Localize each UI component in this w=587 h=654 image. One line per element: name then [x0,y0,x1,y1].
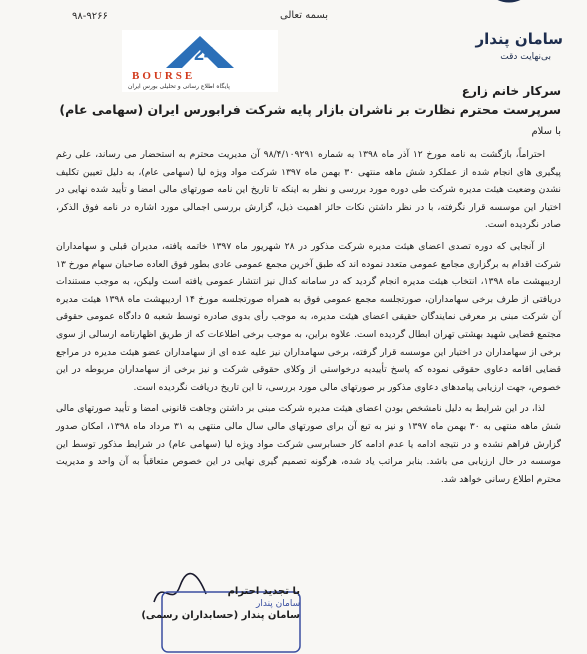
paragraph: از آنجایی که دوره تصدی اعضای هیئت مدیره شرکت مذکور در ۲۸ شهریور ماه ۱۳۹۷ خاتمه یافته، مدیران قبلی و سهامداران شرکت اقدام به برگزاری مجامع عمومی متعدد نموده اند که طبق آخرین مجمع عمومی عادی بطور فوق العاده صاحبان سهام مورخ ۱۳ اردیبهشت ماه ۱۳۹۸، انتخاب هیئت مدیره انجام گردید که در سامانه کدال نیز انتشار عمومی یافته است ولیکن، به موجب مستندات دریافتی از طرف برخی سهامداران، صورتجلسه مجمع عمومی فوق به همراه صورتجلسه مورخ ۱۴ اردیبهشت ماه ۱۳۹۸ هیئت مدیره آن شرکت مبنی بر معرفی نمایندگان حقیقی اعضای هیئت مدیره، به موجب رأی بدوی صادره توسط شعبه ۵ دادگاه عمومی حقوقی مجتمع قضایی شهید بهشتی تهران ابطال گردیده است. علاوه براین، به موجب برخی اطلاعات که از طریق اظهارنامه ارسالی از سوی برخی از سهامداران در اختیار این موسسه قرار گرفته، برخی سهامداران نیز علیه عده ای از سهامداران عضو هیئت مدیره در مراجع قضایی اقامه دعاوی حقوقی نموده که پاسخ تأییدیه درخواستی از وکلای حقوقی شرکت و نیز برخی از سهامداران مربوطه در این خصوص، جهت ارزیابی پیامدهای دعاوی مذکور بر صورتهای مالی مورد بررسی، تا این تاریخ دریافت نگردیده است. [56,240,561,393]
brand-name: سامان پندار [475,30,563,48]
stamp-text: سامان پندار [256,599,301,609]
brand-header [461,0,581,72]
letter-body [56,146,561,492]
bourse-logo-text: BOURSE [132,70,196,82]
recipient-name: سرکار خانم زارع [461,84,561,98]
bourse-logo-subtitle: پایگاه اطلاع رسانی و تحلیلی بورس ایران [128,83,230,90]
saman-pendar-logo-icon [477,0,573,24]
reference-number: ۹۸-۹۲۶۶ [72,11,108,22]
recipient-title: سرپرست محترم نظارت بر ناشران بازار پایه شرکت فرابورس ایران (سهامی عام) [59,102,561,117]
paragraph: لذا، در این شرایط به دلیل نامشخص بودن اعضای هیئت مدیره شرکت مبنی بر داشتن وجاهت قانونی امضا و تأیید صورتهای مالی شش ماهه منتهی به ۳۰ بهمن ماه ۱۳۹۷ و نیز به تبع آن برای صورتهای مالی سال مالی منتهی به ۳۱ مرداد ماه ۱۳۹۸، امکان صدور گزارش فراهم نشده و در نتیجه ادامه یا عدم ادامه کار حسابرسی شرکت مواد ویژه لیا (سهامی عام) در شرایط مذکور توسط این موسسه در حال ارزیابی می باشد. بنابر مراتب یاد شده، هرگونه تصمیم گیری نهایی در این خصوص متعاقباً به آن واحد و مدیریت محترم اطلاع رسانی خواهد شد. [56,403,561,485]
svg-text:24: 24 [194,44,215,64]
bismillah: بسمه تعالی [280,10,329,21]
signature-block [136,584,306,654]
bourse-logo-icon [122,30,278,72]
brand-tagline: بی‌نهایت دقت [500,52,551,62]
closing-line: با تجدید احترام [227,586,300,597]
paragraph: احتراماً، بازگشت به نامه مورخ ۱۲ آذر ماه ۱۳۹۸ به شماره ۹۸/۴/۱۰۹۲۹۱ آن مدیریت محترم به استحضار می رساند، علی رغم پیگیری های انجام شده از عملکرد شش ماهه منتهی ۳۰ بهمن ماه ۱۳۹۷ شرکت مواد ویژه لیا (سهامی عام)، به دلیل تعیین تکلیف نشدن وضعیت هیئت مدیره شرکت طی دوره مورد بررسی و نظر به اینکه تا تاریخ این نامه صورتهای مالی امضا و تأیید شده نهایی در اختیار این موسسه قرار نگرفته، با در نظر داشتن نکات حائز اهمیت ذیل، گزارش بررسی اجمالی مورد اشاره در نامه فوق الذکر، صادر نگردیده است. [56,149,561,231]
bourse-logo [122,30,278,92]
signer-name: سامان پندار (حسابداران رسمی) [141,610,300,621]
greeting: با سلام [531,126,561,137]
